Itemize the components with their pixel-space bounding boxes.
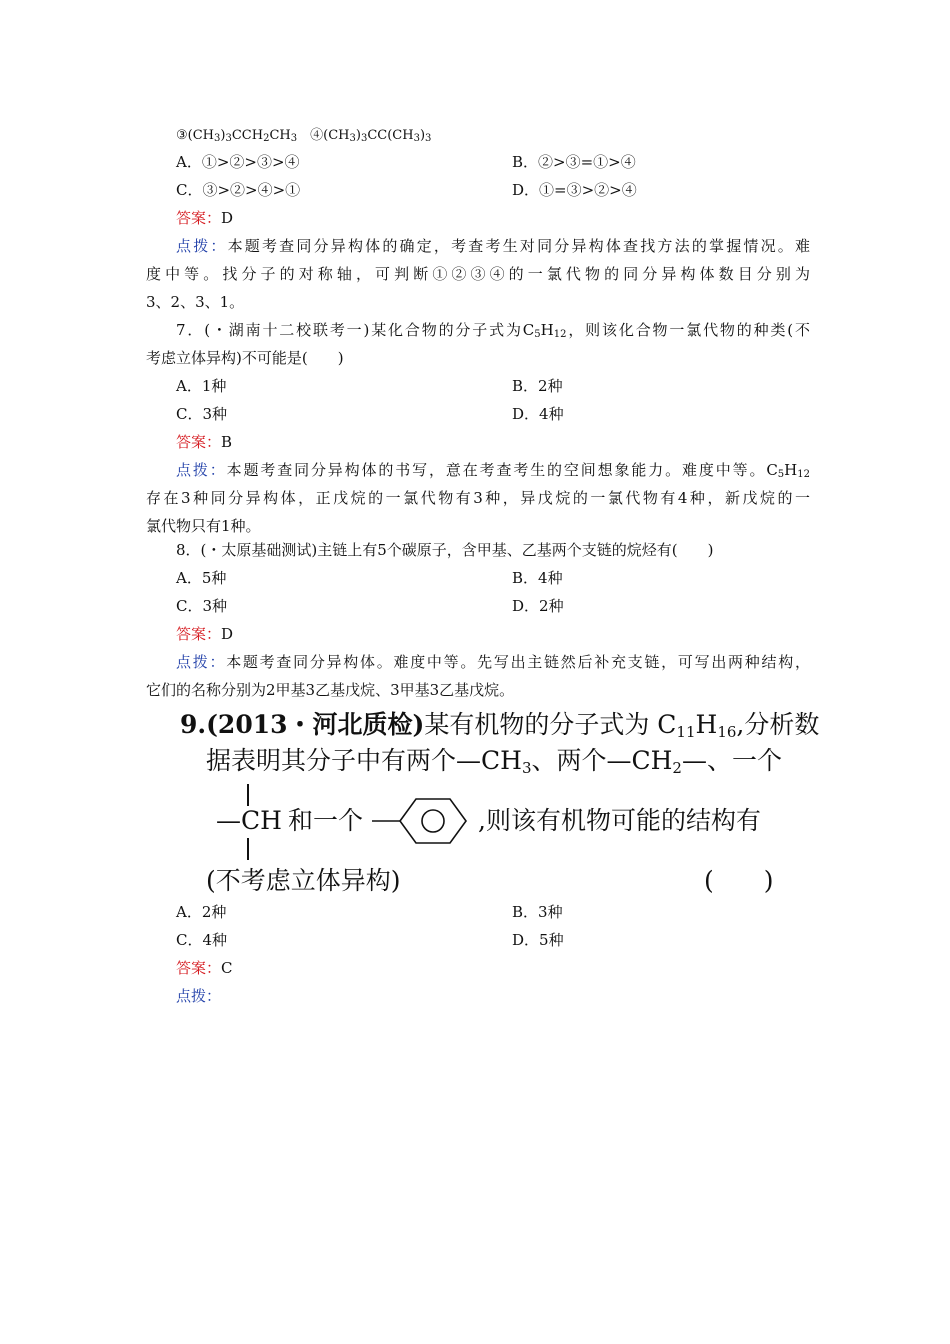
q6-hint-line1: 点拨：本题考查同分异构体的确定，考查考生对同分异构体查找方法的掌握情况。难 bbox=[176, 237, 810, 255]
q8-answer bbox=[176, 624, 233, 644]
answer-value: B bbox=[221, 433, 233, 451]
q8-option-c: C．3种 bbox=[176, 597, 228, 615]
hint-label: 点拨： bbox=[176, 237, 228, 255]
q7-stem-line2: 考虑立体异构)不可能是( ) bbox=[146, 349, 344, 367]
q8-hint-line1: 点拨：本题考查同分异构体。难度中等。先写出主链然后补充支链，可写出两种结构， bbox=[176, 653, 810, 671]
q7-hint-line1: 点拨：本题考查同分异构体的书写，意在考查考生的空间想象能力。难度中等。$C_5H_{12}$ bbox=[176, 461, 810, 480]
q9-stem-line1: 9.(2013・河北质检)某有机物的分子式为 $C_{11}H_{16}$,分析数 bbox=[180, 710, 820, 741]
hint-label: 点拨： bbox=[176, 987, 222, 1005]
answer-label: 答案： bbox=[176, 433, 222, 451]
q9-answer bbox=[176, 958, 233, 978]
q9-stem-line3-mid: 和一个 bbox=[288, 806, 364, 835]
q6-option-a: A．①>②>③>④ bbox=[176, 153, 300, 171]
q8-option-d: D．2种 bbox=[512, 597, 564, 615]
q9-option-a: A．2种 bbox=[176, 903, 227, 921]
q9-stem-line3-end: ,则该有机物可能的结构有 bbox=[478, 806, 761, 835]
q6-option-d: D．①=③>②>④ bbox=[512, 181, 637, 199]
q8-stem: 8．(・太原基础测试)主链上有5个碳原子，含甲基、乙基两个支链的烷烃有( ) bbox=[176, 541, 714, 559]
q9-option-d: D．5种 bbox=[512, 931, 564, 949]
q9-option-c: C．4种 bbox=[176, 931, 228, 949]
q7-option-b: B．2种 bbox=[512, 377, 563, 395]
q7-option-a: A．1种 bbox=[176, 377, 227, 395]
q9-stem-line4: (不考虑立体异构) bbox=[206, 866, 401, 895]
q6-answer bbox=[176, 208, 233, 228]
q9-stem-line2: 据表明其分子中有两个$—CH_3$、两个$—CH_2—$、一个 bbox=[206, 746, 782, 777]
q7-stem-line1: 7．(・湖南十二校联考一)某化合物的分子式为$C_5H_{12}$，则该化合物一氯代物的种类(不 bbox=[176, 321, 810, 340]
q6-hint-line3: 3、2、3、1。 bbox=[146, 293, 245, 311]
q8-option-b: B．4种 bbox=[512, 569, 563, 587]
q6-option-c: C．③>②>④>① bbox=[176, 181, 301, 199]
hint-label: 点拨： bbox=[176, 461, 227, 479]
answer-value: D bbox=[221, 209, 234, 227]
q6-option-b: B．②>③=①>④ bbox=[512, 153, 636, 171]
answer-label: 答案： bbox=[176, 209, 222, 227]
q8-option-a: A．5种 bbox=[176, 569, 227, 587]
q9-hint bbox=[176, 986, 221, 1006]
ch-bond-down bbox=[247, 838, 249, 860]
q9-answer-blank: ( ) bbox=[704, 866, 774, 895]
ch-bond-up bbox=[247, 784, 249, 806]
q9-option-b: B．3种 bbox=[512, 903, 563, 921]
q6-formula-line: $③(CH_3)_3CCH_2CH_3$ $④(CH_3)_3CC(CH_3)_3$ bbox=[176, 128, 432, 144]
q7-answer bbox=[176, 432, 232, 452]
answer-value: D bbox=[221, 625, 234, 643]
phenyl-ring-icon bbox=[370, 795, 480, 847]
answer-value: C bbox=[221, 959, 233, 977]
answer-label: 答案： bbox=[176, 625, 222, 643]
q8-hint-line2: 它们的名称分别为2甲基3乙基戊烷、3甲基3乙基戊烷。 bbox=[146, 681, 515, 699]
q7-hint-line2: 存在3种同分异构体，正戊烷的一氯代物有3种，异戊烷的一氯代物有4种，新戊烷的一 bbox=[146, 489, 810, 507]
q7-option-c: C．3种 bbox=[176, 405, 228, 423]
answer-label: 答案： bbox=[176, 959, 222, 977]
q7-option-d: D．4种 bbox=[512, 405, 564, 423]
q7-hint-line3: 氯代物只有1种。 bbox=[146, 517, 261, 535]
q6-hint-line2: 度中等。找分子的对称轴，可判断①②③④的一氯代物的同分异构体数目分别为 bbox=[146, 265, 810, 283]
hint-label: 点拨： bbox=[176, 653, 227, 671]
ch-group: —CH bbox=[216, 806, 282, 835]
